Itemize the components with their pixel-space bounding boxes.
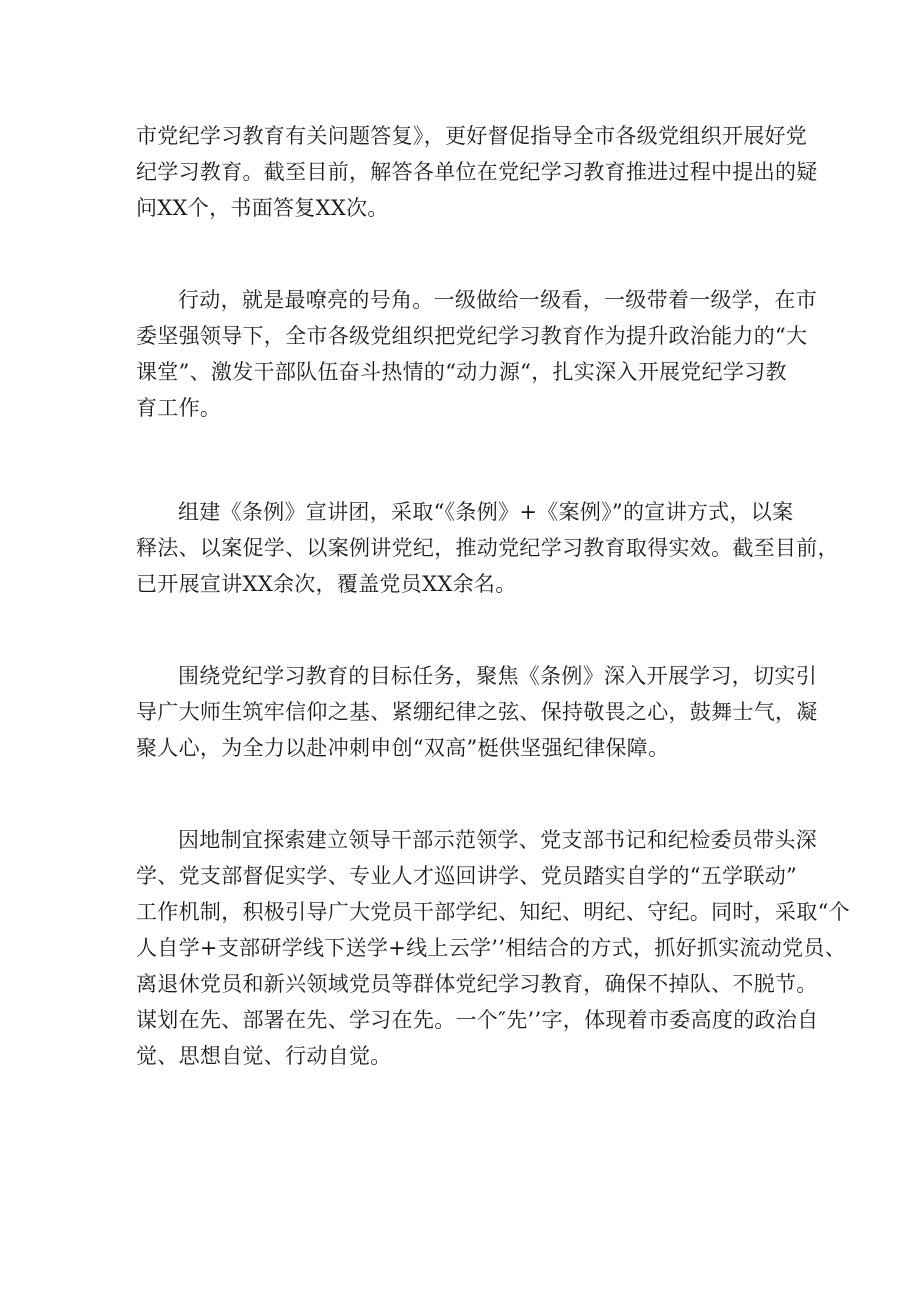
paragraph-5-line-2: 学、党支部督促实学、专业人才巡回讲学、党员踏实自学的“五学联动”	[136, 864, 798, 888]
paragraph-2	[136, 282, 817, 426]
paragraph-5	[136, 822, 850, 1074]
paragraph-3-line-3: 已开展宣讲XX余次，覆盖党员XX余名。	[136, 572, 517, 596]
paragraph-3-line-2: 释法、以案促学、以案例讲党纪，推动党纪学习教育取得实效。截至目前，	[136, 536, 839, 560]
paragraph-1-line-2: 纪学习教育。截至目前，解答各单位在党纪学习教育推进过程中提出的疑	[136, 160, 818, 184]
paragraph-1-line-1: 市党纪学习教育有关问题答复》，更好督促指导全市各级党组织开展好党	[136, 124, 808, 148]
paragraph-5-line-5: 离退休党员和新兴领域党员等群体党纪学习教育，确保不掉队、不脱节。	[136, 972, 818, 996]
paragraph-2-line-1: 行动，就是最嘹亮的号角。一级做给一级看，一级带着一级学，在市	[178, 288, 817, 312]
paragraph-3	[136, 494, 839, 602]
paragraph-5-line-3: 工作机制，积极引导广大党员干部学纪、知纪、明纪、守纪。同时，采取“个	[136, 900, 850, 924]
paragraph-2-line-4: 育工作。	[136, 396, 222, 420]
paragraph-4-line-1: 围绕党纪学习教育的目标任务，聚焦《条例》深入开展学习，切实引	[178, 664, 817, 688]
paragraph-4-line-3: 聚人心，为全力以赴冲刺申创“双高”梃供坚强纪律保障。	[136, 736, 670, 760]
paragraph-5-line-1: 因地制宜探索建立领导干部示范领学、党支部书记和纪检委员带头深	[178, 828, 817, 852]
paragraph-5-line-4: 人自学+支部研学线下送学+线上云学’’相结合的方式，抓好抓实流动党员、	[136, 936, 847, 960]
paragraph-3-line-1: 组建《条例》宣讲团，采取“《条例》+《案例》”的宣讲方式，以案	[178, 500, 794, 524]
paragraph-2-line-3: 课堂”、激发干部队伍奋斗热情的“动力源“，扎实深入开展党纪学习教	[136, 360, 787, 384]
paragraph-5-line-7: 觉、思想自觉、行动自觉。	[136, 1044, 392, 1068]
paragraph-1-line-3: 问XX个，书面答复XX次。	[136, 196, 389, 220]
paragraph-4-line-2: 导广大师生筑牢信仰之基、紧绷纪律之弦、保持敬畏之心，鼓舞士气，凝	[136, 700, 818, 724]
paragraph-5-line-6: 谋划在先、部署在先、学习在先。一个″先’’字，体现着市委高度的政治自	[136, 1008, 819, 1032]
paragraph-2-line-2: 委坚强领导下，全市各级党组织把党纪学习教育作为提升政治能力的“大	[136, 324, 808, 348]
paragraph-1	[136, 118, 818, 226]
paragraph-4	[136, 658, 818, 766]
